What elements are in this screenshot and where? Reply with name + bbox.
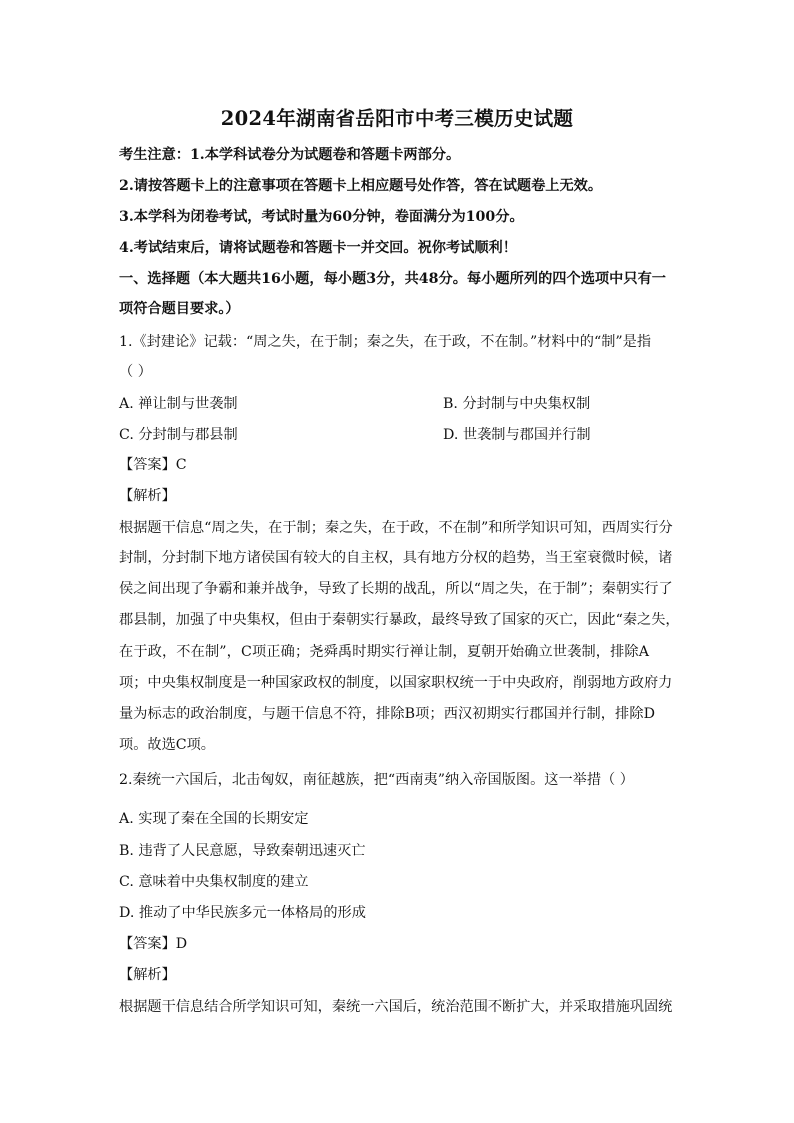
q1-analysis-line: 项。故选C项。 — [119, 737, 215, 753]
q2-option-c: C. 意味着中央集权制度的建立 — [119, 874, 309, 890]
q1-answer: 【答案】C — [119, 457, 187, 473]
section-heading-line1: 一、选择题（本大题共16小题，每小题3分，共48分。每小题所列的四个选项中只有一 — [119, 271, 666, 287]
notice-3: 3.本学科为闭卷考试，考试时量为60分钟，卷面满分为100分。 — [119, 209, 524, 225]
q2-analysis-line: 根据题干信息结合所学知识可知，秦统一六国后，统治范围不断扩大，并采取措施巩固统 — [119, 999, 673, 1015]
q1-option-a: A. 禅让制与世袭制 — [119, 396, 238, 412]
q2-option-a: A. 实现了秦在全国的长期安定 — [119, 811, 309, 827]
q1-option-d: D. 世袭制与郡国并行制 — [443, 427, 591, 443]
q2-stem: 2.秦统一六国后，北击匈奴，南征越族，把“西南夷”纳入帝国版图。这一举措（ ） — [119, 772, 634, 788]
q1-analysis-line: 封制，分封制下地方诸侯国有较大的自主权，具有地方分权的趋势，当王室衰微时候，诸 — [119, 550, 673, 566]
q2-option-d: D. 推动了中华民族多元一体格局的形成 — [119, 905, 366, 921]
page-title: 2024年湖南省岳阳市中考三模历史试题 — [220, 107, 574, 130]
q1-analysis-line: 量为标志的政治制度，与题干信息不符，排除B项；西汉初期实行郡国并行制，排除D — [119, 706, 655, 722]
q1-option-c: C. 分封制与郡县制 — [119, 427, 238, 443]
q1-analysis-line: 郡县制，加强了中央集权，但由于秦朝实行暴政，最终导致了国家的灭亡，因此“秦之失， — [119, 612, 680, 628]
q1-analysis-line: 项；中央集权制度是一种国家政权的制度，以国家职权统一于中央政府，削弱地方政府力 — [119, 675, 673, 691]
q1-stem-bracket: （ ） — [119, 364, 152, 380]
q1-option-b: B. 分封制与中央集权制 — [443, 396, 591, 412]
q1-analysis-line: 根据题干信息“周之失，在于制；秦之失，在于政，不在制”和所学知识可知，西周实行分 — [119, 520, 673, 536]
q1-analysis-line: 侯之间出现了争霸和兼并战争，导致了长期的战乱，所以“周之失，在于制”；秦朝实行了 — [119, 581, 673, 597]
q1-analysis-label: 【解析】 — [119, 488, 176, 504]
notice-1: 考生注意：1.本学科试卷分为试题卷和答题卡两部分。 — [119, 147, 461, 163]
notice-4: 4.考试结束后，请将试题卷和答题卡一并交回。祝你考试顺利！ — [119, 240, 517, 256]
q1-stem: 1.《封建论》记载：“周之失，在于制；秦之失，在于政，不在制。”材料中的“制”是指 — [119, 334, 652, 350]
notice-2: 2.请按答题卡上的注意事项在答题卡上相应题号处作答，答在试题卷上无效。 — [119, 178, 603, 194]
q2-answer: 【答案】D — [119, 936, 188, 952]
q2-option-b: B. 违背了人民意愿，导致秦朝迅速灭亡 — [119, 843, 366, 859]
q2-analysis-label: 【解析】 — [119, 967, 176, 983]
section-heading-line2: 项符合题目要求。） — [119, 301, 240, 317]
q1-analysis-line: 在于政，不在制”，C项正确；尧舜禹时期实行禅让制，夏朝开始确立世袭制，排除A — [119, 644, 649, 660]
